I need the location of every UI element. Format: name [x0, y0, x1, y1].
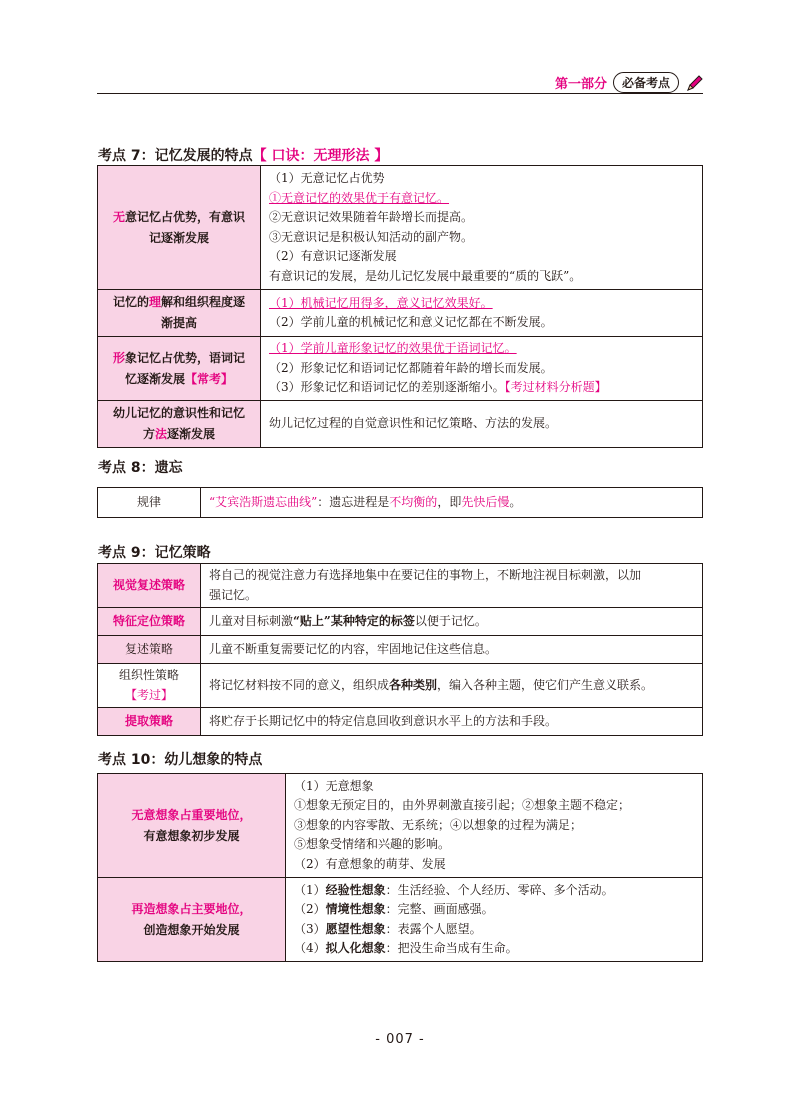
row-content: “艾宾浩斯遗忘曲线”：遗忘进程是不均衡的，即先快后慢。 [201, 488, 703, 518]
table-row [98, 337, 703, 401]
row-label: 幼儿记忆的意识性和记忆 方法逐渐发展 [98, 401, 261, 448]
header-rule [97, 93, 703, 94]
row-content: （1）无意记忆占优势 ①无意记忆的效果优于有意记忆。 ②无意识记效果随着年龄增长而提高。 ③无意识记是积极认知活动的副产物。 （2）有意识记逐渐发展 有意识记的发展，是幼儿记忆发展中最重要的“质的飞跃”。 [261, 166, 703, 290]
table-row [98, 774, 703, 878]
page-number: - 007 - [375, 1032, 425, 1047]
table-row [98, 401, 703, 448]
forgetting-table [97, 487, 703, 518]
row-content: 儿童对目标刺激“贴上”某种特定的标签以便于记忆。 [201, 608, 703, 636]
row-label: 视觉复述策略 [98, 564, 201, 608]
memory-features-table [97, 165, 703, 448]
row-label: 无意想象占重要地位， 有意想象初步发展 [98, 774, 286, 878]
row-content: 将自己的视觉注意力有选择地集中在要记住的事物上，不断地注视目标刺激，以加 强记忆。 [201, 564, 703, 608]
row-content: （1）学前儿童形象记忆的效果优于语词记忆。 （2）形象记忆和语词记忆都随着年龄的增长而发展。 （3）形象记忆和语词记忆的差别逐渐缩小。【考过材料分析题】 [261, 337, 703, 401]
row-content: 将记忆材料按不同的意义，组织成各种类别，编入各种主题，使它们产生意义联系。 [201, 664, 703, 708]
memory-strategy-table [97, 563, 703, 736]
row-content: 将贮存于长期记忆中的特定信息回收到意识水平上的方法和手段。 [201, 708, 703, 736]
table-row [98, 664, 703, 708]
table-row [98, 708, 703, 736]
row-label: 复述策略 [98, 636, 201, 664]
row-content: 儿童不断重复需要记忆的内容，牢固地记住这些信息。 [201, 636, 703, 664]
header-part: 第一部分 [554, 77, 607, 92]
row-label: 特征定位策略 [98, 608, 201, 636]
pencil-icon [685, 73, 705, 93]
row-label: 组织性策略 【考过】 [98, 664, 201, 708]
row-label: 无意记忆占优势，有意识 记逐渐发展 [98, 166, 261, 290]
row-content: （1）机械记忆用得多，意义记忆效果好。 （2）学前儿童的机械记忆和意义记忆都在不断发展。 [261, 290, 703, 337]
row-label: 提取策略 [98, 708, 201, 736]
table-row [98, 564, 703, 608]
section-7-title: 考点 7：记忆发展的特点【 口诀：无理形法 】 [98, 148, 389, 164]
header-badge: 必备考点 [613, 72, 679, 93]
table-row [98, 488, 703, 518]
row-content: 幼儿记忆过程的自觉意识性和记忆策略、方法的发展。 [261, 401, 703, 448]
section-8-title: 考点 8：遗忘 [98, 460, 183, 476]
row-label: 记忆的理解和组织程度逐 渐提高 [98, 290, 261, 337]
table-row [98, 166, 703, 290]
row-label: 形象记忆占优势，语词记 忆逐渐发展【常考】 [98, 337, 261, 401]
table-row [98, 608, 703, 636]
row-content: （1）经验性想象：生活经验、个人经历、零碎、多个活动。 （2）情境性想象：完整、画面感强。 （3）愿望性想象：表露个人愿望。 （4）拟人化想象：把没生命当成有生命。 [286, 878, 703, 962]
table-row [98, 290, 703, 337]
imagination-table [97, 773, 703, 962]
table-row [98, 878, 703, 962]
mnemonic: 【 口诀：无理形法 】 [252, 148, 389, 164]
section-9-title: 考点 9：记忆策略 [98, 545, 211, 561]
section-10-title: 考点 10：幼儿想象的特点 [98, 752, 263, 768]
table-row [98, 636, 703, 664]
row-content: （1）无意想象 ①想象无预定目的，由外界刺激直接引起；②想象主题不稳定； ③想象的内容零散、无系统；④以想象的过程为满足； ⑤想象受情绪和兴趣的影响。 （2）有意想象的萌芽、发展 [286, 774, 703, 878]
page-header [555, 72, 705, 93]
row-label: 再造想象占主要地位， 创造想象开始发展 [98, 878, 286, 962]
row-label: 规律 [98, 488, 201, 518]
